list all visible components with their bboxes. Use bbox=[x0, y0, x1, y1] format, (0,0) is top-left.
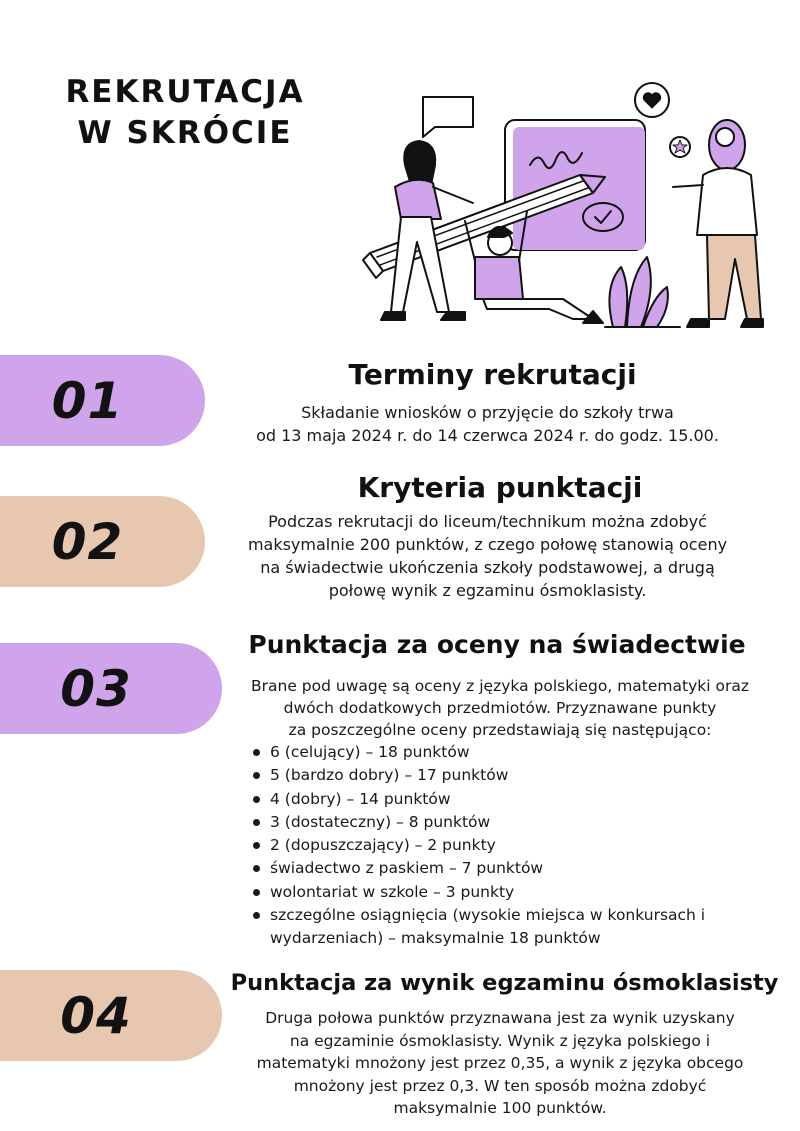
list-item: 5 (bardzo dobry) – 17 punktów bbox=[250, 764, 705, 787]
list-item: 4 (dobry) – 14 punktów bbox=[250, 788, 705, 811]
section-tab-04 bbox=[0, 970, 222, 1061]
section-text-01 bbox=[210, 401, 765, 447]
section-number: 04 bbox=[60, 986, 132, 1045]
section-text-04 bbox=[225, 1007, 775, 1120]
people-with-pencil-illustration bbox=[355, 75, 775, 335]
text-line: maksymalnie 200 punktów, z czego połowę stanowią oceny bbox=[247, 535, 728, 554]
section-heading-01: Terminy rekrutacji bbox=[348, 358, 637, 391]
plant-icon bbox=[605, 257, 680, 327]
page-title bbox=[40, 72, 330, 154]
section-heading-04: Punktacja za wynik egzaminu ósmoklasisty bbox=[230, 970, 779, 996]
list-item: 3 (dostateczny) – 8 punktów bbox=[250, 811, 705, 834]
section-text-03 bbox=[225, 675, 775, 741]
text-line: na świadectwie ukończenia szkoły podstawowej, a drugą bbox=[260, 558, 715, 577]
text-line: Brane pod uwagę są oceny z języka polskiego, matematyki oraz bbox=[251, 677, 749, 695]
section-heading-02: Kryteria punktacji bbox=[357, 471, 643, 504]
list-item: 2 (dopuszczający) – 2 punkty bbox=[250, 834, 705, 857]
section-number: 02 bbox=[51, 512, 124, 571]
text-line: połowę wynik z egzaminu ósmoklasisty. bbox=[328, 581, 647, 600]
list-item: 6 (celujący) – 18 punktów bbox=[250, 741, 705, 764]
text-line: Druga połowa punktów przyznawana jest za wynik uzyskany bbox=[265, 1009, 735, 1027]
list-item: świadectwo z paskiem – 7 punktów bbox=[250, 857, 705, 880]
title-line-2: W SKRÓCIE bbox=[77, 115, 293, 151]
text-line: Składanie wniosków o przyjęcie do szkoły trwa bbox=[301, 403, 674, 422]
section-number: 01 bbox=[51, 371, 124, 430]
section-tab-03 bbox=[0, 643, 222, 734]
section-tab-02 bbox=[0, 496, 205, 587]
list-item: wolontariat w szkole – 3 punkty bbox=[250, 881, 705, 904]
list-item-continuation: wydarzeniach) – maksymalnie 18 punktów bbox=[270, 929, 601, 948]
section-tab-01 bbox=[0, 355, 205, 446]
section-text-02 bbox=[210, 510, 765, 602]
speech-bubble-icon bbox=[423, 97, 473, 137]
text-line: mnożony jest przez 0,3. W ten sposób można zdobyć bbox=[293, 1076, 707, 1095]
list-item: szczególne osiągnięcia (wysokie miejsca w konkursach i bbox=[250, 904, 705, 927]
title-line-1: REKRUTACJA bbox=[65, 74, 305, 110]
text-line: dwóch dodatkowych przedmiotów. Przyznawane punkty bbox=[283, 699, 717, 717]
text-line: na egzaminie ósmoklasisty. Wynik z języka polskiego i bbox=[289, 1031, 711, 1050]
text-line: maksymalnie 100 punktów. bbox=[393, 1099, 607, 1117]
points-list bbox=[250, 741, 705, 951]
section-number: 03 bbox=[60, 659, 132, 718]
section-heading-03: Punktacja za oceny na świadectwie bbox=[248, 630, 746, 659]
text-line: za poszczególne oceny przedstawiają się następująco: bbox=[288, 721, 712, 739]
text-line: od 13 maja 2024 r. do 14 czerwca 2024 r. do godz. 15.00. bbox=[256, 426, 719, 445]
text-line: matematyki mnożony jest przez 0,35, a wynik z języka obcego bbox=[256, 1054, 744, 1072]
text-line: Podczas rekrutacji do liceum/technikum można zdobyć bbox=[268, 512, 707, 531]
